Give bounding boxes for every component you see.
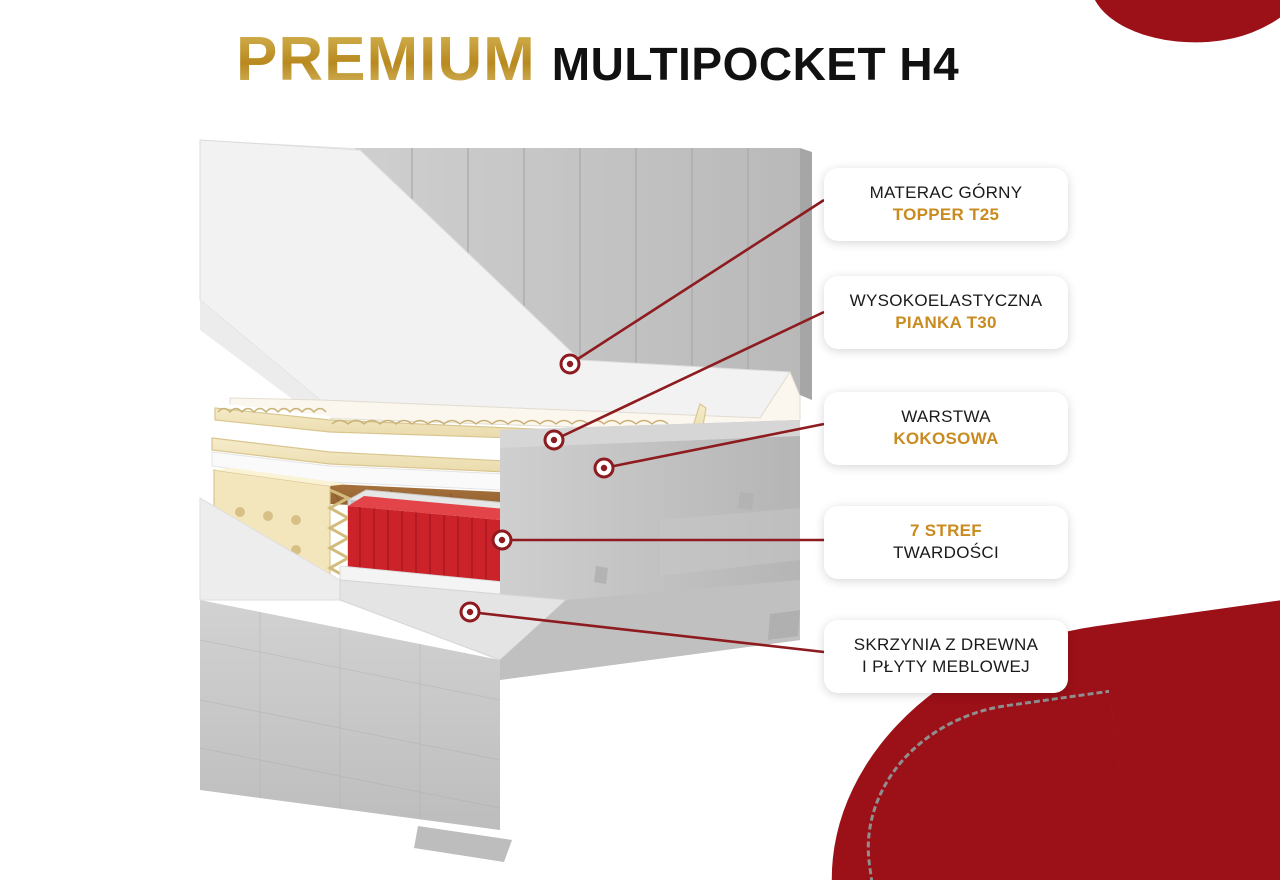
callout-line-1: WYSOKOELASTYCZNA bbox=[849, 291, 1043, 310]
title-rest: MULTIPOCKET H4 bbox=[551, 38, 960, 90]
callout-line-2: KOKOSOWA bbox=[893, 429, 999, 449]
callout-line-1: MATERAC GÓRNY bbox=[869, 183, 1023, 202]
callout-topper[interactable] bbox=[824, 168, 1068, 241]
callout-box[interactable] bbox=[824, 620, 1068, 693]
callout-foam[interactable] bbox=[824, 276, 1068, 349]
callout-line-1: SKRZYNIA Z DREWNA bbox=[853, 635, 1039, 654]
callout-coconut[interactable] bbox=[824, 392, 1068, 465]
callout-line-2: TOPPER T25 bbox=[892, 205, 1000, 225]
callout-zones[interactable] bbox=[824, 506, 1068, 579]
callout-line-2: TWARDOŚCI bbox=[893, 543, 999, 563]
callout-line-2: PIANKA T30 bbox=[895, 313, 997, 333]
callout-line-1: 7 STREF bbox=[909, 521, 982, 540]
callout-line-2: I PŁYTY MEBLOWEJ bbox=[862, 657, 1030, 677]
callout-line-1: WARSTWA bbox=[901, 407, 991, 426]
title-highlight: PREMIUM bbox=[236, 25, 536, 94]
